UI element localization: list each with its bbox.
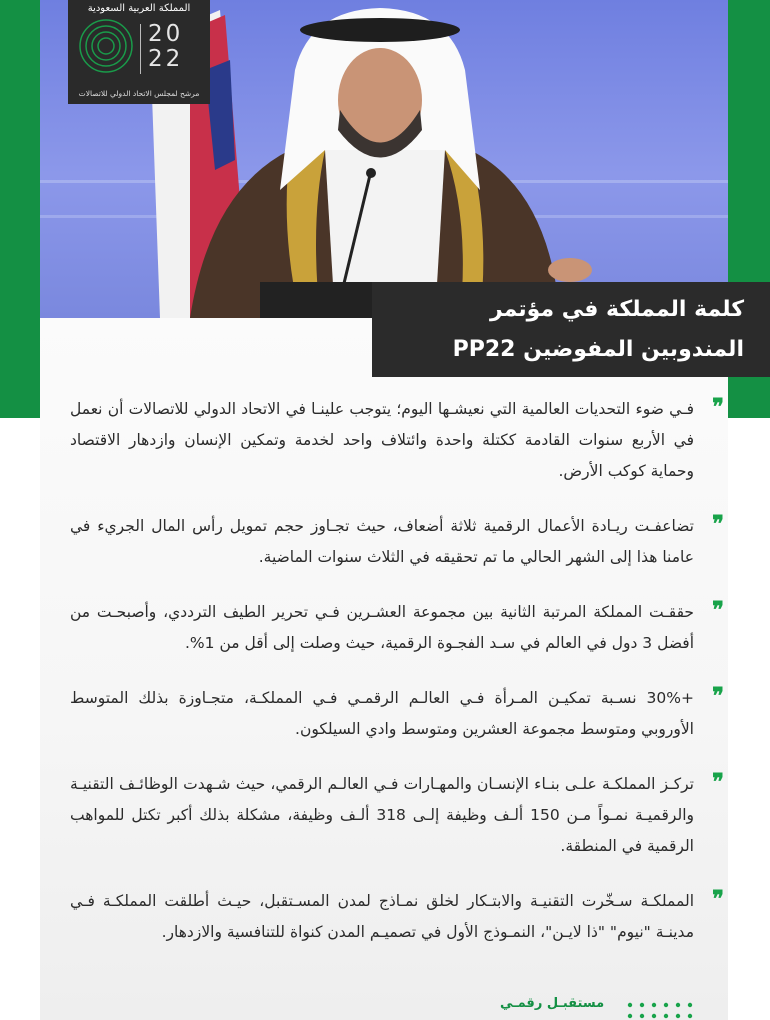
- paragraph-5: [70, 769, 724, 862]
- footer-dots-icon: [624, 1001, 694, 1020]
- paragraph-2: [70, 511, 724, 573]
- logo-rings-icon: [78, 18, 134, 74]
- logo-country-text: المملكة العربية السعودية: [87, 3, 191, 14]
- paragraph-1: [70, 394, 724, 487]
- footer-slogan: مستقبـل رقمـي: [500, 996, 605, 1011]
- quote-mark-icon: ❞: [712, 597, 724, 623]
- title-box: [372, 282, 770, 377]
- logo-year: [148, 22, 183, 72]
- paragraph-text: +30% نسـبة تمكيـن المـرأة فـي العالـم الرقمـي فـي المملكـة، متجـاوزة بذلك المتوسط الأوروبي ومتوسط مجموعة العشرين ومتوسط وادي السيلكون.: [70, 689, 694, 738]
- paragraph-text: تضاعفـت ريـادة الأعمال الرقمية ثلاثة أضعاف، حيث تجـاوز حجم تمويل رأس المال الجريء في عامنا هذا إلى الشهر الحالي ما تم تحقيقه في الثلاث سنوات الماضية.: [70, 517, 694, 566]
- logo-divider: [140, 24, 141, 74]
- event-logo: [68, 0, 210, 104]
- logo-candidacy-text: مرشح لمجلس الاتحاد الدولي للاتصالات: [78, 89, 200, 98]
- paragraphs: [70, 394, 724, 948]
- paragraph-text: فـي ضوء التحديات العالمية التي نعيشـها اليوم؛ يتوجب علينـا في الاتحاد الدولي للاتصالات أن نعمل في الأربع سنوات القادمة ككتلة واحدة وائتلاف واحد لخدمة وتمكين الإنسان وازدهار الاقتصاد وحماية كوكب الأرض.: [70, 400, 694, 480]
- title-line-2: المندوبين المفوضين PP22: [452, 337, 744, 362]
- paragraph-text: حققـت المملكة المرتبة الثانية بين مجموعة العشـرين فـي تحرير الطيف الترددي، وأصبحـت من أفضل 3 دول في العالم في سـد الفجـوة الرقمية، حيث وصلت إلى أقل من 1%.: [70, 603, 694, 652]
- paragraph-6: [70, 886, 724, 948]
- quote-mark-icon: ❞: [712, 886, 724, 912]
- logo-year-bottom: 22: [148, 46, 184, 72]
- paragraph-3: [70, 597, 724, 659]
- paragraph-text: المملكـة سـخّرت التقنيـة والابتـكار لخلق نمـاذج لمدن المسـتقبل، حيـث أطلقت المملكـة فـي مدينـة "نيوم" "ذا لايـن"، النمـوذج الأول في تصميـم المدن كنواة للتنافسية والازدهار.: [70, 892, 694, 941]
- paragraph-text: تركـز المملكـة علـى بنـاء الإنسـان والمهـارات فـي العالـم الرقمي، حيث شـهدت الوظائـف التقنيـة والرقميـة نمـواً مـن 150 ألـف وظيفة إلـى 318 ألـف وظيفة، مشكلة بذلك أكبر تكتل للمواهب الرقمية في المنطقة.: [70, 775, 694, 855]
- quote-mark-icon: ❞: [712, 683, 724, 709]
- quote-mark-icon: ❞: [712, 394, 724, 420]
- title-line-1: كلمة المملكة في مؤتمر: [489, 297, 744, 322]
- quote-mark-icon: ❞: [712, 769, 724, 795]
- logo-year-top: 20: [148, 21, 184, 47]
- green-band-left: [0, 0, 40, 418]
- paragraph-4: [70, 683, 724, 745]
- quote-mark-icon: ❞: [712, 511, 724, 537]
